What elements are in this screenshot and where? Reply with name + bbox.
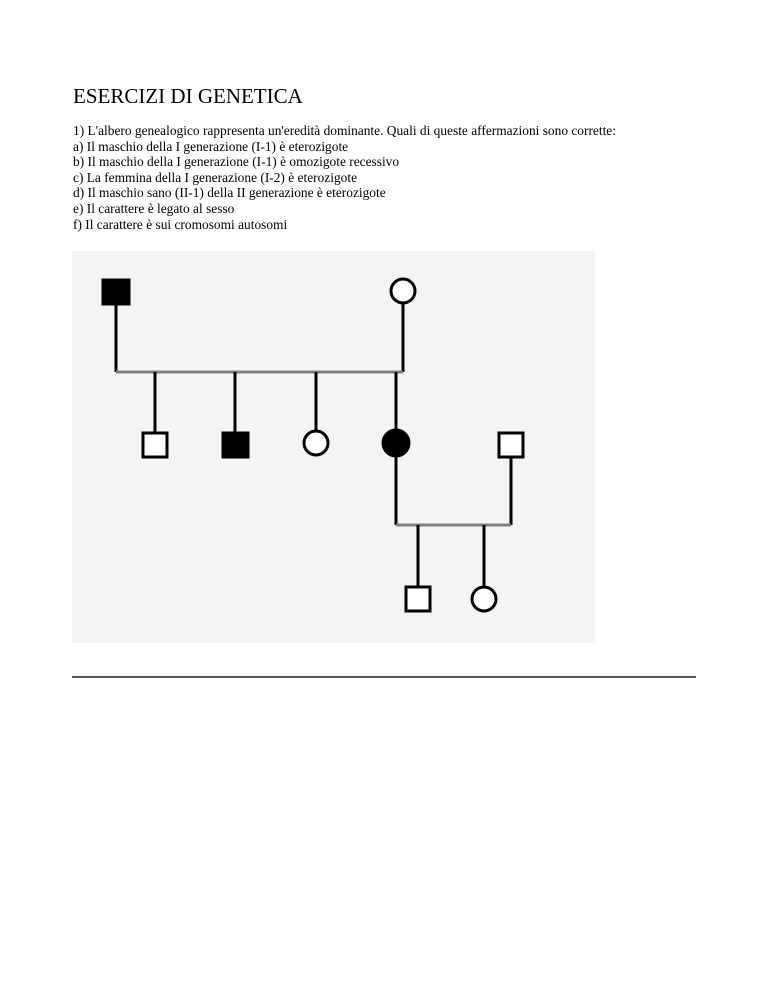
question-block: [73, 123, 673, 232]
option-e: e) Il carattere è legato al sesso: [73, 200, 235, 216]
pedigree-II-1: [143, 433, 167, 457]
option-d: d) Il maschio sano (II-1) della II generazione è eterozigote: [73, 185, 386, 201]
pedigree-III-2: [472, 587, 496, 611]
horizontal-rule: [72, 676, 696, 678]
pedigree-II-3: [304, 431, 328, 455]
pedigree-II-2: [223, 433, 248, 457]
pedigree-II-5: [499, 433, 523, 457]
pedigree-I-1: [103, 280, 129, 304]
question-stem: 1) L'albero genealogico rappresenta un'eredità dominante. Quali di queste affermazioni sono corrette:: [73, 123, 616, 138]
pedigree-svg: [72, 251, 595, 643]
pedigree-III-1: [406, 587, 430, 611]
pedigree-chart: [72, 251, 595, 643]
pedigree-I-2: [391, 279, 415, 303]
pedigree-II-4: [383, 430, 409, 456]
option-f: f) Il carattere è sui cromosomi autosomi: [73, 216, 288, 232]
option-a: a) Il maschio della I generazione (I-1) è eterozigote: [73, 138, 349, 154]
page-title: ESERCIZI DI GENETICA: [73, 84, 303, 108]
option-c: c) La femmina della I generazione (I-2) è eterozigote: [73, 169, 358, 185]
option-b: b) Il maschio della I generazione (I-1) è omozigote recessivo: [73, 154, 400, 170]
